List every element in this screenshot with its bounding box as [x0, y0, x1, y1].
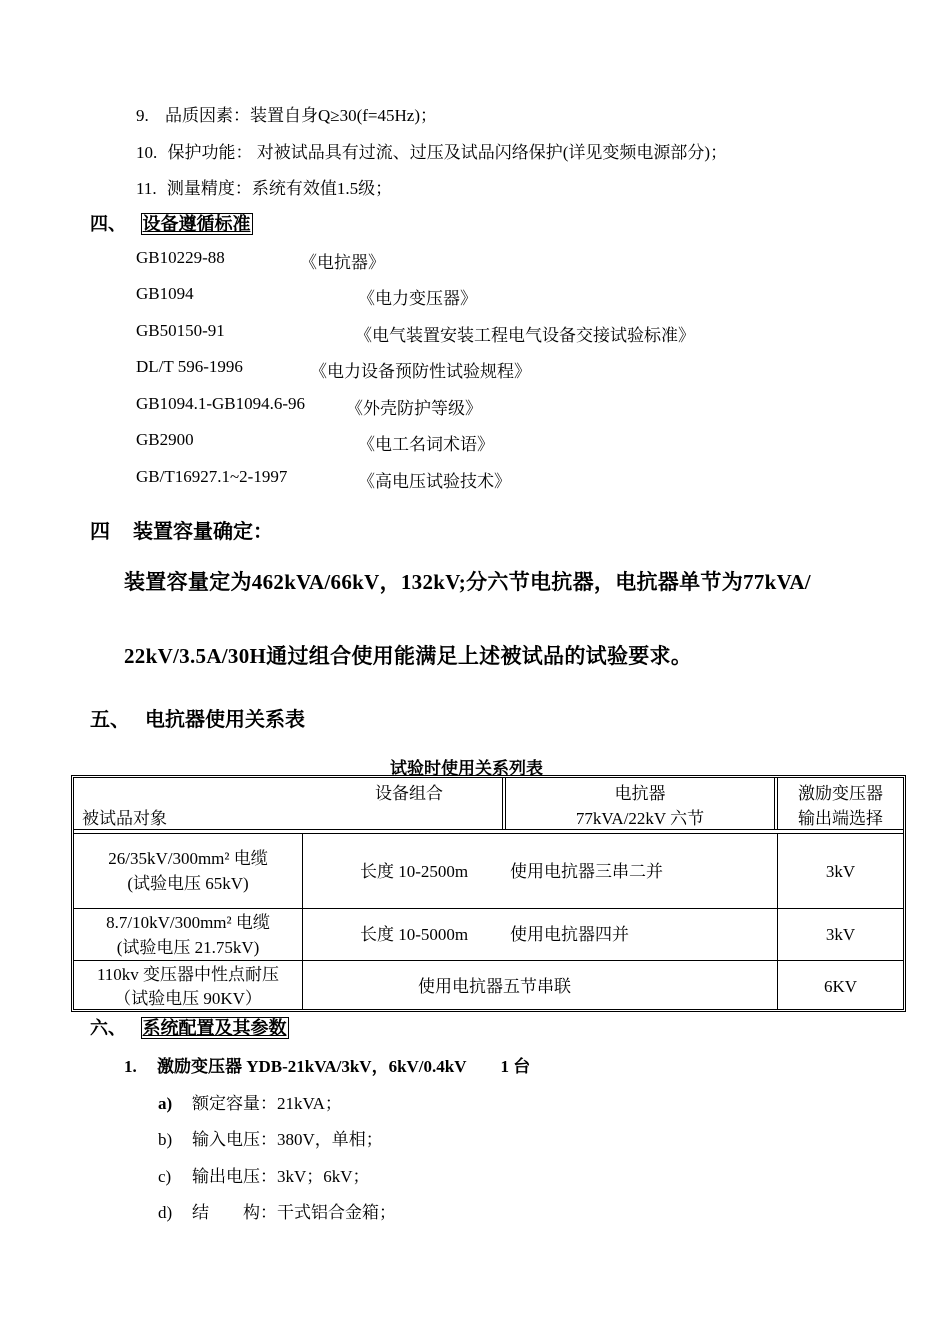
sub-label: d) [158, 1203, 173, 1222]
sub-label: a) [158, 1094, 173, 1113]
sub-text: 输出电压：3kV；6kV； [192, 1167, 370, 1186]
standard-code: GB/T16927.1~2-1997 [136, 467, 288, 486]
config-item-text: 激励变压器 YDB-21kVA/3kV，6kV/0.4kV [157, 1057, 467, 1076]
config-sub-item [158, 1125, 383, 1150]
list-item [136, 101, 437, 126]
table-divider [302, 834, 303, 1009]
config-item-number: 1. [124, 1057, 137, 1076]
row-object-line1: 8.7/10kV/300mm² 电缆 [106, 913, 270, 932]
section-title: 设备遵循标准 [142, 214, 251, 234]
section-title: 系统配置及其参数 [142, 1018, 287, 1038]
standard-name: 《电力设备预防性试验规程》 [310, 362, 531, 381]
row-output: 6KV [823, 977, 858, 996]
item-number: 10. [136, 143, 158, 162]
table-divider [502, 778, 503, 830]
row-length: 长度 10-2500m [360, 862, 469, 881]
header-object: 被试品对象 [82, 809, 167, 828]
config-sub-item [158, 1198, 396, 1223]
header-reactor-line2: 77kVA/22kV 六节 [575, 809, 705, 828]
item-text: 保护功能： 对被试品具有过流、过压及试品闪络保护(详见变频电源部分)； [167, 143, 728, 162]
header-exciter-line2: 输出端选择 [798, 809, 883, 828]
table-divider [774, 778, 775, 830]
relation-table [71, 775, 906, 1012]
standard-name: 《外壳防护等级》 [346, 399, 482, 418]
list-item [136, 174, 392, 199]
sub-text: 结 构：干式铝合金箱； [192, 1203, 396, 1222]
list-item [136, 138, 727, 163]
row-object-line2: (试验电压 21.75kV) [116, 938, 260, 957]
standard-name: 《电抗器》 [300, 253, 385, 272]
header-exciter-line1: 激励变压器 [798, 784, 883, 803]
config-item-qty: 1 台 [500, 1057, 531, 1076]
config-item [124, 1052, 530, 1077]
sub-label: c) [158, 1167, 172, 1186]
table-divider [74, 960, 903, 961]
item-number: 11. [136, 179, 157, 198]
standard-code: GB1094.1-GB1094.6-96 [136, 394, 306, 413]
section-number: 四、 [90, 214, 126, 234]
row-output: 3kV [825, 925, 856, 944]
standard-code: DL/T 596-1996 [136, 357, 243, 376]
row-usage: 使用电抗器三串二并 [510, 862, 663, 881]
table-divider [74, 833, 903, 834]
config-sub-item [158, 1162, 370, 1187]
section-title: 电抗器使用关系表 [145, 709, 305, 731]
standard-name: 《高电压试验技术》 [358, 472, 511, 491]
section-heading-reactor [90, 703, 305, 732]
section-heading-standards [90, 210, 253, 236]
standard-code: GB2900 [136, 430, 194, 449]
section-number: 五、 [90, 709, 130, 731]
capacity-text-line: 22kV/3.5A/30H通过组合使用能满足上述被试品的试验要求。 [124, 644, 693, 668]
standard-name: 《电工名词术语》 [358, 435, 494, 454]
config-sub-item [158, 1089, 342, 1114]
sub-text: 额定容量：21kVA； [192, 1094, 342, 1113]
row-output: 3kV [825, 862, 856, 881]
row-object-line2: （试验电压 90KV） [114, 989, 262, 1008]
standard-name: 《电力变压器》 [358, 289, 477, 308]
row-length: 长度 10-5000m [360, 925, 469, 944]
sub-label: b) [158, 1130, 173, 1149]
standard-code: GB10229-88 [136, 248, 225, 267]
row-object-line1: 110kv 变压器中性点耐压 [96, 965, 280, 984]
sub-text: 输入电压：380V，单相； [192, 1130, 383, 1149]
section-title: 装置容量确定： [133, 521, 273, 543]
item-number: 9. [136, 106, 149, 125]
standard-code: GB1094 [136, 284, 194, 303]
section-heading-config [90, 1014, 289, 1040]
row-object-line2: (试验电压 65kV) [127, 874, 249, 893]
row-usage: 使用电抗器四并 [510, 925, 629, 944]
section-number: 六、 [90, 1018, 126, 1038]
row-usage: 使用电抗器五节串联 [418, 977, 571, 996]
capacity-text-line: 装置容量定为462kVA/66kV，132kV;分六节电抗器，电抗器单节为77kVA/ [124, 570, 811, 594]
header-combo: 设备组合 [375, 784, 443, 803]
row-object-line1: 26/35kV/300mm² 电缆 [108, 849, 268, 868]
section-number: 四 [90, 521, 110, 543]
item-text: 品质因素：装置自身Q≥30(f=45Hz)； [165, 106, 437, 125]
item-text: 测量精度：系统有效值1.5级； [166, 179, 393, 198]
section-heading-capacity [90, 515, 273, 544]
header-reactor-line1: 电抗器 [614, 784, 666, 803]
standard-code: GB50150-91 [136, 321, 225, 340]
table-caption: 试验时使用关系列表 [390, 759, 543, 778]
standard-name: 《电气装置安装工程电气设备交接试验标准》 [355, 326, 695, 345]
table-divider [74, 908, 903, 909]
